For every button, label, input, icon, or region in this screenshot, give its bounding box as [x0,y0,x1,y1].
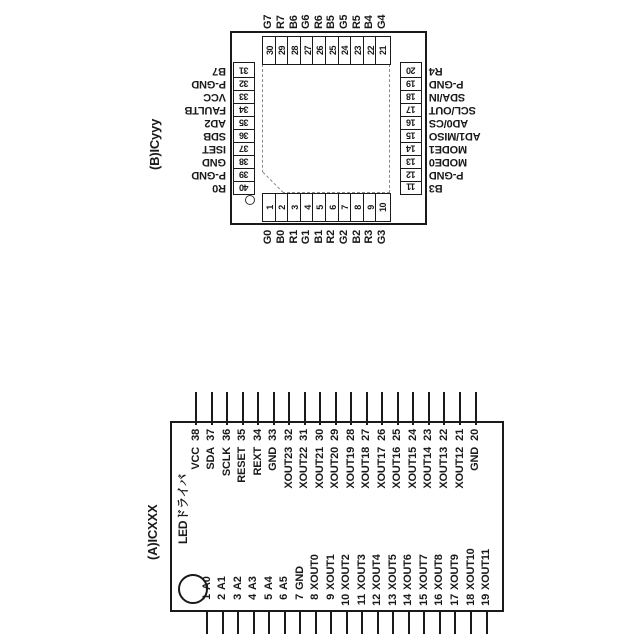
pin-number: 12 [371,594,384,606]
qfp-pin-label-bottom: SCL/OUT [429,104,476,116]
pin-name: A4 [262,576,275,590]
ic-a-pin-line-right [195,392,197,425]
ic-a-pin-row-left [309,554,322,607]
pin-number: 6 [278,594,291,600]
ic-a-pin-row-left [278,576,291,607]
pin-name: XOUT11 [480,549,493,590]
pin-name: SDA [205,447,218,470]
pin-name: GND [469,447,482,471]
pin-name: XOUT1 [324,554,337,590]
pin-number: 26 [375,429,388,441]
qfp-pin-number: 37 [239,143,249,154]
ic-b-title: (B)ICyyy [147,118,162,170]
ic-a-pin-line-right [443,392,445,425]
pin-number: 37 [205,429,218,441]
qfp-pin-label-top: P-GND [191,78,226,90]
ic-a-pin-line-right [226,392,228,425]
qfp-pin-label-top: B7 [212,65,226,77]
qfp-pin-box-left: 5 [312,193,328,222]
qfp-pin-box-left: 4 [300,193,316,222]
qfp-pin-label-left: R2 [325,230,338,244]
qfp-pin-label-left: B2 [350,230,363,244]
ic-a-pin-row-right [236,429,249,483]
qfp-pin-label-bottom: SDA/IN [429,91,466,103]
pin-name: XOUT2 [340,554,353,590]
qfp-pin-label-bottom: P-GND [429,169,464,181]
ic-a-pin-line-left [439,611,441,634]
qfp-pin-box-right: 21 [375,36,391,65]
qfp-pin-box-right: 27 [300,36,316,65]
ic-a-pin-row-right [314,429,327,489]
qfp-pin-label-left: B0 [274,230,287,244]
qfp-pin-label-right: G6 [300,14,313,29]
ic-a-pin-row-left [294,566,307,607]
pin-name: XOUT21 [313,447,326,489]
qfp-pin-number: 31 [239,65,249,76]
qfp-pin-number: 33 [239,91,249,102]
qfp-pin-box-right: 22 [363,36,379,65]
ic-a-pin-line-left [237,611,239,634]
pin-name: XOUT20 [329,447,342,489]
qfp-pin-label-left: G3 [375,230,388,245]
ic-a-pin-row-right [422,429,435,489]
ic-a-pin-line-left [268,611,270,634]
pin-name: XOUT7 [417,554,430,590]
qfp-pin-number: 39 [239,169,249,180]
qfp-pin-box-right: 23 [350,36,366,65]
pin-number: 9 [324,594,337,600]
ic-a-pin-line-right [211,392,213,425]
qfp-pin-number: 15 [406,130,416,141]
qfp-pin-box-right: 30 [262,36,278,65]
pin-number: 4 [247,594,260,600]
pin-name: XOUT4 [371,554,384,590]
pin-name: XOUT17 [375,447,388,489]
qfp-pin-box-left: 10 [375,193,391,222]
qfp-pin-number: 13 [406,156,416,167]
pin-name: GND [267,447,280,471]
ic-a-pin-row-right [345,429,358,489]
pin-number: 23 [422,429,435,441]
pin-name: XOUT22 [298,447,311,489]
qfp-pin-label-right: B4 [363,15,376,29]
pin-name: XOUT13 [437,447,450,489]
pin-name: A0 [200,576,213,590]
pin-number: 30 [313,429,326,441]
pin-number: 18 [464,594,477,606]
pin-number: 33 [267,429,280,441]
ic-a-pin-row-right [298,429,311,489]
ic-a-pin-row-right [438,429,451,489]
qfp-pin-label-right: R6 [312,15,325,29]
pin-number: 7 [293,594,306,600]
ic-a-pin-row-left [449,554,462,607]
pin-number: 20 [469,429,482,441]
qfp-pin-label-bottom: P-GND [429,78,464,90]
ic-a-title: (A)ICXXX [145,504,160,560]
pin-number: 32 [282,429,295,441]
qfp-pin-label-right: R7 [274,15,287,29]
ic-a-pin-row-right [190,429,203,470]
pin-name: XOUT8 [433,554,446,590]
ic-a-pin-line-left [486,611,488,634]
pin-number: 36 [220,429,233,441]
qfp-pin-label-right: B5 [325,15,338,29]
pin-name: XOUT14 [422,447,435,489]
ic-a-pin-line-left [315,611,317,634]
qfp-pin-label-top: ISET [202,143,226,155]
ic-a-pin-line-right [242,392,244,425]
pin-name: XOUT18 [360,447,373,489]
pin-number: 3 [231,594,244,600]
qfp-pin-box-left: 1 [262,193,278,222]
qfp-pin-box-left: 3 [287,193,303,222]
pin-name: XOUT15 [406,447,419,489]
ic-a-pin-line-right [350,392,352,425]
pin-name: A2 [231,576,244,590]
ic-b-pin1-indicator [245,195,255,205]
qfp-pin-box-left: 2 [275,193,291,222]
ic-a-pin-row-right [407,429,420,489]
ic-a-pin-row-left [263,576,276,607]
ic-a-pin-line-left [330,611,332,634]
qfp-pin-box-bottom [400,62,422,78]
qfp-pin-box-left: 7 [338,193,354,222]
qfp-pin-number: 19 [406,78,416,89]
pin-number: 22 [437,429,450,441]
ic-a-pin-line-left [253,611,255,634]
qfp-pin-label-left: G2 [337,230,350,245]
ic-a-pin-line-right [459,392,461,425]
qfp-pin-label-left: G1 [300,230,313,245]
pin-name: XOUT16 [391,447,404,489]
ic-a-pin-line-right [288,392,290,425]
pin-number: 19 [480,594,493,606]
ic-a-pin-line-left [377,611,379,634]
ic-a-pin-row-left [480,549,493,607]
ic-a-pin-line-left [454,611,456,634]
ic-a-pin-line-left [423,611,425,634]
qfp-pin-box-right: 24 [338,36,354,65]
ic-a-pin-row-left [216,576,229,607]
ic-a-pin-row-right [360,429,373,489]
qfp-pin-label-bottom: B3 [429,182,443,194]
qfp-pin-label-right: G5 [337,14,350,29]
qfp-pin-label-top: R0 [212,182,226,194]
pin-number: 17 [448,594,461,606]
pin-number: 8 [309,594,322,600]
ic-a-pin-line-left [206,611,208,634]
ic-a-pin-line-right [304,392,306,425]
pin-name: RESET [236,447,249,483]
pin-name: XOUT5 [386,554,399,590]
ic-a-pin-line-left [392,611,394,634]
pin-name: A1 [216,576,229,590]
qfp-pin-number: 14 [406,143,416,154]
pin-number: 14 [402,594,415,606]
ic-a-pin-row-left [232,576,245,607]
ic-a-pin-line-right [257,392,259,425]
pin-number: 1 [200,594,213,600]
qfp-pin-label-right: R5 [350,15,363,29]
qfp-pin-number: 12 [406,169,416,180]
qfp-pin-label-right: G7 [262,14,275,29]
ic-a-pin-row-left [371,554,384,607]
ic-a-pin-line-right [319,392,321,425]
qfp-pin-label-bottom: MODE1 [429,143,468,155]
ic-a-pin-line-right [397,392,399,425]
ic-a-pin-row-right [329,429,342,489]
pin-number: 38 [189,429,202,441]
pin-name: A3 [247,576,260,590]
pin-number: 11 [355,594,368,606]
qfp-pin-label-top: AD2 [204,117,226,129]
ic-a-pin-line-left [284,611,286,634]
qfp-pin-number: 40 [239,182,249,193]
qfp-pin-box-top [233,62,255,78]
qfp-pin-label-top: VCC [203,91,226,103]
ic-a-pin-row-right [283,429,296,489]
qfp-pin-number: 17 [406,104,416,115]
qfp-pin-number: 18 [406,91,416,102]
ic-a-pin-row-right [267,429,280,471]
pin-number: 31 [298,429,311,441]
qfp-pin-label-bottom: AD1/MISO [429,130,481,142]
pin-name: XOUT6 [402,554,415,590]
ic-a-pin-row-left [387,554,400,607]
qfp-pin-box-left: 9 [363,193,379,222]
pin-name: XOUT10 [464,548,477,590]
qfp-pin-label-left: R1 [287,230,300,244]
ic-a-pin-row-left [356,554,369,607]
ic-a-pin-line-right [273,392,275,425]
qfp-pin-label-bottom: R4 [429,65,443,77]
qfp-pin-box-right: 28 [287,36,303,65]
qfp-pin-number: 34 [239,104,249,115]
ic-a-pin-line-left [408,611,410,634]
pin-number: 34 [251,429,264,441]
qfp-pin-label-right: B6 [287,15,300,29]
pin-number: 24 [406,429,419,441]
qfp-pin-label-left: R3 [363,230,376,244]
ic-a-pin-line-left [299,611,301,634]
pin-number: 5 [262,594,275,600]
pin-number: 25 [391,429,404,441]
ic-a-pin-line-right [428,392,430,425]
ic-b-corner-cover [260,172,283,195]
qfp-pin-label-right: G4 [375,14,388,29]
pin-name: XOUT19 [344,447,357,489]
ic-a-pin-row-left [433,554,446,607]
pin-number: 27 [360,429,373,441]
qfp-pin-label-bottom: MODE0 [429,156,468,168]
qfp-pin-box-right: 25 [325,36,341,65]
ic-a-pin-line-right [335,392,337,425]
pin-number: 35 [236,429,249,441]
qfp-pin-number: 11 [406,182,416,193]
pin-name: XOUT3 [355,554,368,590]
qfp-pin-box-right: 29 [275,36,291,65]
qfp-pin-label-left: B1 [312,230,325,244]
ic-a-pin-line-right [366,392,368,425]
ic-a-pin-row-left [325,554,338,607]
qfp-pin-number: 16 [406,117,416,128]
ic-a-pin-row-left [418,554,431,607]
ic-a-pin-row-left [201,576,214,607]
ic-a-pin-line-left [222,611,224,634]
pin-number: 2 [216,594,229,600]
ic-a-pin-line-left [470,611,472,634]
ic-a-pin-row-right [469,429,482,471]
qfp-pin-number: 36 [239,130,249,141]
pin-name: REXT [251,447,264,476]
pin-number: 15 [417,594,430,606]
ic-a-pin-row-right [391,429,404,489]
ic-a-pin-row-right [454,429,467,489]
qfp-pin-box-left: 6 [325,193,341,222]
qfp-pin-number: 35 [239,117,249,128]
pin-number: 16 [433,594,446,606]
qfp-pin-label-top: SDB [203,130,226,142]
pin-number: 28 [344,429,357,441]
qfp-pin-box-left: 8 [350,193,366,222]
ic-a-pin-row-right [376,429,389,489]
pin-number: 10 [340,594,353,606]
pin-name: A5 [278,576,291,590]
ic-a-pin-row-left [402,554,415,607]
ic-a-pin-row-left [465,548,478,607]
ic-a-pin-row-left [340,554,353,607]
ic-a-pin-row-right [221,429,234,476]
qfp-pin-label-left: G0 [262,230,275,245]
qfp-pin-number: 32 [239,78,249,89]
pin-name: GND [293,566,306,590]
qfp-pin-label-top: P-GND [191,169,226,181]
pin-number: 29 [329,429,342,441]
ic-a-pin-line-right [475,392,477,425]
qfp-pin-number: 38 [239,156,249,167]
qfp-pin-number: 20 [406,65,416,76]
ic-a-subtitle: LEDドライバ [176,473,190,544]
ic-a-pin-line-left [346,611,348,634]
qfp-pin-label-top: GND [202,156,226,168]
pin-name: XOUT0 [309,554,322,590]
pin-number: 21 [453,429,466,441]
pin-name: XOUT23 [282,447,295,489]
pin-name: SCLK [220,447,233,477]
pin-name: XOUT12 [453,447,466,489]
qfp-pin-label-bottom: AD0/CS [429,117,469,129]
ic-a-pin-line-left [361,611,363,634]
ic-a-pin-row-right [252,429,265,476]
qfp-pin-box-right: 26 [312,36,328,65]
ic-a-pin-row-right [205,429,218,470]
ic-a-pin-line-right [412,392,414,425]
pin-name: VCC [189,447,202,470]
pin-number: 13 [386,594,399,606]
pin-name: XOUT9 [448,554,461,590]
ic-a-pin-line-right [381,392,383,425]
ic-a-pin-row-left [247,576,260,607]
qfp-pin-label-top: FAULTB [184,104,226,116]
